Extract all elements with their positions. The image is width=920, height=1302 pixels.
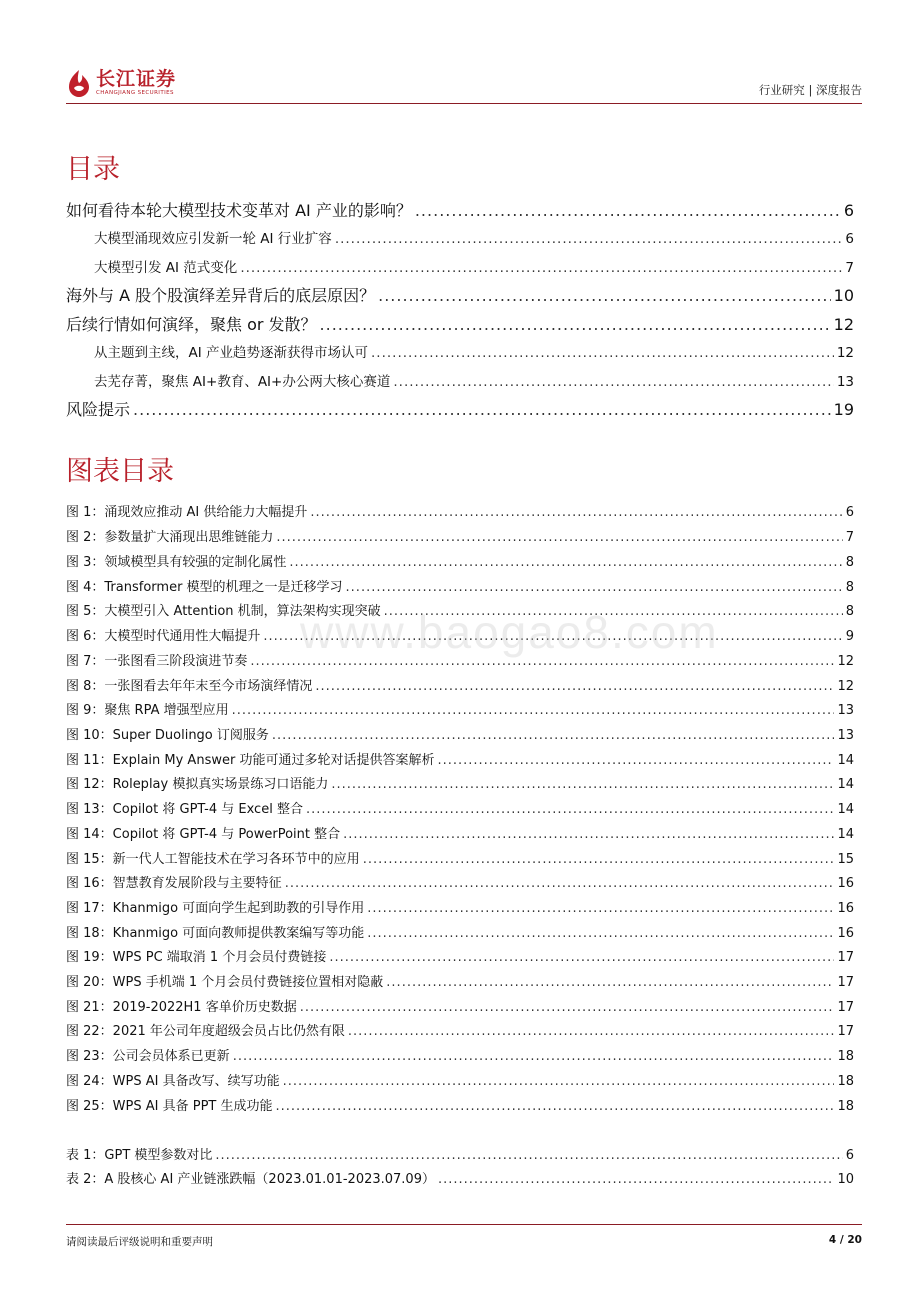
figure-entry-page: 14 bbox=[837, 777, 854, 792]
toc-entry-page: 7 bbox=[845, 260, 854, 276]
figure-entry-text: 图 21：2019-2022H1 客单价历史数据 bbox=[66, 1000, 297, 1015]
figure-entry-text: 图 12：Roleplay 模拟真实场景练习口语能力 bbox=[66, 777, 329, 792]
toc-entry-page: 10 bbox=[833, 286, 854, 305]
figure-entry-text: 图 24：WPS AI 具备改写、续写功能 bbox=[66, 1074, 280, 1089]
figure-entry-page: 9 bbox=[845, 629, 854, 644]
figure-entry[interactable] bbox=[66, 971, 854, 991]
figure-entry-text: 图 14：Copilot 将 GPT-4 与 PowerPoint 整合 bbox=[66, 827, 341, 842]
table-entry-text: 表 1：GPT 模型参数对比 bbox=[66, 1148, 213, 1163]
figure-entry-text: 图 6：大模型时代通用性大幅提升 bbox=[66, 629, 261, 644]
toc-entry-text: 去芜存菁，聚焦 AI+教育、AI+办公两大核心赛道 bbox=[94, 374, 391, 390]
figure-entry-text: 图 19：WPS PC 端取消 1 个月会员付费链接 bbox=[66, 950, 327, 965]
figure-entry-page: 12 bbox=[837, 679, 854, 694]
figure-entry-text: 图 17：Khanmigo 可面向学生起到助教的引导作用 bbox=[66, 901, 365, 916]
toc-entry-text: 如何看待本轮大模型技术变革对 AI 产业的影响？ bbox=[66, 201, 412, 220]
toc-entry[interactable] bbox=[94, 256, 854, 278]
figure-entry-page: 6 bbox=[845, 505, 854, 520]
figure-entry-text: 图 4：Transformer 模型的机理之一是迁移学习 bbox=[66, 580, 343, 595]
toc-entry-page: 19 bbox=[833, 400, 854, 419]
figure-entry[interactable] bbox=[66, 724, 854, 744]
figure-entry[interactable] bbox=[66, 526, 854, 546]
figure-entry[interactable] bbox=[66, 749, 854, 769]
figure-entry[interactable] bbox=[66, 922, 854, 942]
figure-entry[interactable] bbox=[66, 946, 854, 966]
figure-entry-text: 图 8：一张图看去年年末至今市场演绎情况 bbox=[66, 679, 313, 694]
toc-entry[interactable] bbox=[94, 227, 854, 249]
figure-entry-page: 17 bbox=[837, 950, 854, 965]
figure-entry-page: 7 bbox=[845, 530, 854, 545]
figure-entry-text: 图 7：一张图看三阶段演进节奏 bbox=[66, 654, 248, 669]
page-number: 4 / 20 bbox=[828, 1234, 862, 1246]
figure-entry-page: 8 bbox=[845, 604, 854, 619]
figure-entry-page: 14 bbox=[837, 753, 854, 768]
figure-entry[interactable] bbox=[66, 872, 854, 892]
figure-entry[interactable] bbox=[66, 501, 854, 521]
toc-entry[interactable] bbox=[66, 312, 854, 336]
figure-entry[interactable] bbox=[66, 551, 854, 571]
toc-entry-page: 13 bbox=[836, 374, 854, 390]
table-entry[interactable] bbox=[66, 1168, 854, 1188]
figure-entry-text: 图 13：Copilot 将 GPT-4 与 Excel 整合 bbox=[66, 802, 303, 817]
figure-entry[interactable] bbox=[66, 1070, 854, 1090]
figure-entry[interactable] bbox=[66, 848, 854, 868]
toc-entry-page: 12 bbox=[836, 345, 854, 361]
figure-entry-text: 图 15：新一代人工智能技术在学习各环节中的应用 bbox=[66, 852, 360, 867]
figure-entry-text: 图 2：参数量扩大涌现出思维链能力 bbox=[66, 530, 274, 545]
logo-text-en: CHANGJIANG SECURITIES bbox=[96, 90, 174, 96]
figure-entry-text: 图 11：Explain My Answer 功能可通过多轮对话提供答案解析 bbox=[66, 753, 435, 768]
figure-entry[interactable] bbox=[66, 1020, 854, 1040]
figure-entry-page: 15 bbox=[837, 852, 854, 867]
toc-title: 目录 bbox=[66, 154, 120, 185]
table-entry-page: 6 bbox=[845, 1148, 854, 1163]
figure-entry[interactable] bbox=[66, 675, 854, 695]
figure-entry-page: 14 bbox=[837, 802, 854, 817]
toc-entry-page: 12 bbox=[833, 315, 854, 334]
figure-entry-text: 图 22：2021 年公司年度超级会员占比仍然有限 bbox=[66, 1024, 345, 1039]
figure-entry[interactable] bbox=[66, 576, 854, 596]
page-footer bbox=[66, 1224, 862, 1254]
toc-entry[interactable] bbox=[94, 341, 854, 363]
figure-entry-page: 12 bbox=[837, 654, 854, 669]
toc-entry[interactable] bbox=[94, 370, 854, 392]
page-header bbox=[66, 62, 862, 104]
toc-entry[interactable] bbox=[66, 397, 854, 421]
figure-entry[interactable] bbox=[66, 996, 854, 1016]
figure-index-title: 图表目录 bbox=[66, 456, 174, 487]
figure-entry-page: 13 bbox=[837, 703, 854, 718]
toc-entry-text: 大模型引发 AI 范式变化 bbox=[94, 260, 238, 276]
figure-entry-page: 8 bbox=[845, 555, 854, 570]
toc-entry-text: 风险提示 bbox=[66, 400, 131, 419]
figure-entry-page: 14 bbox=[837, 827, 854, 842]
table-entry-text: 表 2：A 股核心 AI 产业链涨跌幅（2023.01.01-2023.07.09） bbox=[66, 1172, 435, 1187]
figure-entry[interactable] bbox=[66, 798, 854, 818]
figure-entry-text: 图 25：WPS AI 具备 PPT 生成功能 bbox=[66, 1099, 273, 1114]
figure-entry-page: 17 bbox=[837, 975, 854, 990]
figure-entry-page: 18 bbox=[837, 1099, 854, 1114]
report-type-label: 行业研究 | 深度报告 bbox=[758, 83, 862, 97]
figure-entry-text: 图 16：智慧教育发展阶段与主要特征 bbox=[66, 876, 282, 891]
figure-entry-text: 图 20：WPS 手机端 1 个月会员付费链接位置相对隐蔽 bbox=[66, 975, 384, 990]
table-entry[interactable] bbox=[66, 1144, 854, 1164]
figure-entry-text: 图 1：涌现效应推动 AI 供给能力大幅提升 bbox=[66, 505, 308, 520]
figure-entry-page: 8 bbox=[845, 580, 854, 595]
toc-entry[interactable] bbox=[66, 198, 854, 222]
company-logo bbox=[66, 66, 176, 100]
toc-entry-text: 从主题到主线，AI 产业趋势逐渐获得市场认可 bbox=[94, 345, 369, 361]
figure-entry-page: 17 bbox=[837, 1024, 854, 1039]
figure-entry-page: 18 bbox=[837, 1049, 854, 1064]
figure-entry-page: 16 bbox=[837, 901, 854, 916]
toc-entry-page: 6 bbox=[845, 231, 854, 247]
figure-entry-text: 图 10：Super Duolingo 订阅服务 bbox=[66, 728, 269, 743]
logo-flame-icon bbox=[66, 68, 92, 98]
figure-entry[interactable] bbox=[66, 773, 854, 793]
figure-entry-page: 16 bbox=[837, 876, 854, 891]
figure-entry-page: 17 bbox=[837, 1000, 854, 1015]
figure-entry[interactable] bbox=[66, 823, 854, 843]
logo-text-cn: 长江证券 bbox=[96, 68, 177, 90]
toc-entry-page: 6 bbox=[843, 201, 854, 220]
figure-entry[interactable] bbox=[66, 1045, 854, 1065]
toc-entry-text: 后续行情如何演绎，聚焦 or 发散？ bbox=[66, 315, 317, 334]
toc-entry-text: 海外与 A 股个股演绎差异背后的底层原因？ bbox=[66, 286, 376, 305]
figure-entry[interactable] bbox=[66, 699, 854, 719]
figure-entry-page: 16 bbox=[837, 926, 854, 941]
figure-entry-page: 18 bbox=[837, 1074, 854, 1089]
toc-entry-text: 大模型涌现效应引发新一轮 AI 行业扩容 bbox=[94, 231, 332, 247]
figure-entry[interactable] bbox=[66, 1095, 854, 1115]
figure-entry-page: 13 bbox=[837, 728, 854, 743]
figure-entry-text: 图 23：公司会员体系已更新 bbox=[66, 1049, 230, 1064]
watermark: www.baogao8.com bbox=[300, 606, 719, 658]
figure-entry-text: 图 18：Khanmigo 可面向教师提供教案编写等功能 bbox=[66, 926, 365, 941]
figure-entry-text: 图 3：领域模型具有较强的定制化属性 bbox=[66, 555, 287, 570]
disclaimer-note: 请阅读最后评级说明和重要声明 bbox=[66, 1236, 213, 1248]
figure-entry-text: 图 9：聚焦 RPA 增强型应用 bbox=[66, 703, 229, 718]
toc-entry[interactable] bbox=[66, 283, 854, 307]
table-entry-page: 10 bbox=[837, 1172, 854, 1187]
figure-entry-text: 图 5：大模型引入 Attention 机制，算法架构实现突破 bbox=[66, 604, 381, 619]
figure-entry[interactable] bbox=[66, 897, 854, 917]
